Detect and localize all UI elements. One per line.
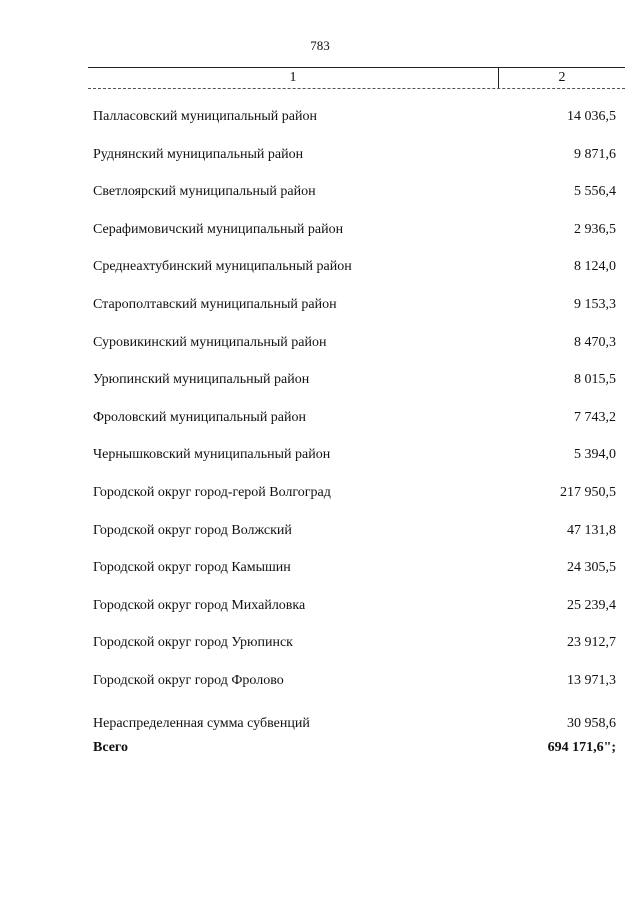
- table-row: [93, 633, 616, 653]
- row-value: 24 305,5: [567, 560, 616, 575]
- table-row: [93, 220, 616, 240]
- row-value: 30 958,6: [567, 716, 616, 731]
- row-value: 25 239,4: [567, 598, 616, 613]
- header-col-2: 2: [558, 70, 566, 85]
- row-label: Фроловский муниципальный район: [93, 410, 307, 425]
- row-value: 217 950,5: [560, 485, 616, 500]
- row-value: 7 743,2: [574, 410, 616, 425]
- table-row: [93, 295, 616, 315]
- row-label: Чернышковский муниципальный район: [93, 447, 331, 462]
- table-row: [93, 257, 616, 277]
- row-label: Городской округ город Фролово: [93, 673, 284, 688]
- table-row: [93, 671, 616, 691]
- row-value: 47 131,8: [567, 523, 616, 538]
- table-row: [93, 370, 616, 390]
- table-row: [93, 107, 616, 127]
- row-value: 13 971,3: [567, 673, 616, 688]
- row-label: Городской округ город Урюпинск: [93, 635, 293, 650]
- row-label: Городской округ город Волжский: [93, 523, 292, 538]
- total-value: 694 171,6";: [547, 740, 616, 755]
- row-label: Городской округ город-герой Волгоград: [93, 485, 331, 500]
- table-row: [93, 558, 616, 578]
- row-label: Городской округ город Камышин: [93, 560, 291, 575]
- table-row: [93, 182, 616, 202]
- row-value: 8 470,3: [574, 335, 616, 350]
- row-value: 2 936,5: [574, 222, 616, 237]
- row-value: 9 871,6: [574, 147, 616, 162]
- header-col-1: 1: [88, 68, 499, 88]
- table-row: [93, 333, 616, 353]
- row-label: Светлоярский муниципальный район: [93, 184, 316, 199]
- table-row: [93, 445, 616, 465]
- table-header: [88, 67, 625, 89]
- row-value: 5 556,4: [574, 184, 616, 199]
- table-row: [93, 483, 616, 503]
- row-label: Палласовский муниципальный район: [93, 109, 317, 124]
- row-label: Суровикинский муниципальный район: [93, 335, 327, 350]
- table-row: [93, 596, 616, 616]
- row-value: 8 124,0: [574, 259, 616, 274]
- row-value: 8 015,5: [574, 372, 616, 387]
- table-row: [93, 145, 616, 165]
- row-label: Серафимовичский муниципальный район: [93, 222, 344, 237]
- total-row: [93, 738, 616, 758]
- row-label: Старополтавский муниципальный район: [93, 297, 337, 312]
- row-label: Нераспределенная сумма субвенций: [93, 716, 310, 731]
- row-value: 5 394,0: [574, 447, 616, 462]
- row-value: 23 912,7: [567, 635, 616, 650]
- row-label: Руднянский муниципальный район: [93, 147, 304, 162]
- table-row: [93, 714, 616, 734]
- row-label: Городской округ город Михайловка: [93, 598, 306, 613]
- row-label: Среднеахтубинский муниципальный район: [93, 259, 352, 274]
- table-row: [93, 408, 616, 428]
- total-label: Всего: [93, 740, 128, 755]
- page-number: 783: [310, 38, 330, 53]
- row-value: 9 153,3: [574, 297, 616, 312]
- table-row: [93, 521, 616, 541]
- row-label: Урюпинский муниципальный район: [93, 372, 310, 387]
- row-value: 14 036,5: [567, 109, 616, 124]
